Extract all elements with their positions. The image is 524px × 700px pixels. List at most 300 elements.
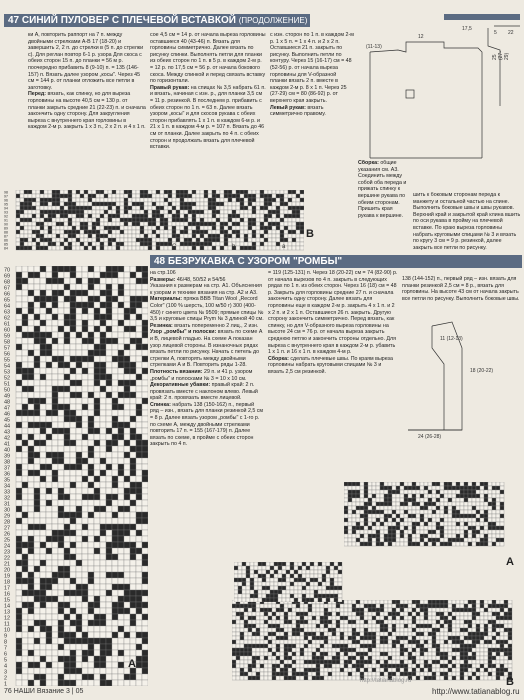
grid-cell bbox=[452, 534, 456, 538]
grid-cell bbox=[34, 410, 40, 416]
row-number-label: 8 bbox=[4, 639, 8, 646]
grid-cell bbox=[16, 584, 22, 590]
grid-cell bbox=[282, 566, 286, 570]
grid-cell bbox=[436, 526, 440, 530]
grid-cell bbox=[88, 404, 94, 410]
grid-cell bbox=[416, 616, 420, 620]
grid-cell bbox=[264, 640, 268, 644]
grid-cell bbox=[452, 672, 456, 676]
grid-cell bbox=[464, 652, 468, 656]
grid-cell bbox=[118, 524, 124, 530]
grid-cell bbox=[468, 636, 472, 640]
grid-cell bbox=[130, 536, 136, 542]
grid-cell bbox=[322, 574, 326, 578]
grid-cell bbox=[288, 190, 292, 194]
grid-cell bbox=[256, 616, 260, 620]
grid-cell bbox=[112, 482, 118, 488]
grid-cell bbox=[392, 534, 396, 538]
grid-cell bbox=[368, 502, 372, 506]
grid-cell bbox=[118, 572, 124, 578]
grid-cell bbox=[240, 616, 244, 620]
grid-cell bbox=[112, 428, 118, 434]
grid-cell bbox=[40, 230, 44, 234]
grid-cell bbox=[76, 246, 80, 250]
dim-label: 12 bbox=[418, 34, 424, 40]
row-number-label: 43 bbox=[4, 429, 11, 436]
grid-cell bbox=[272, 222, 276, 226]
grid-cell bbox=[272, 640, 276, 644]
grid-cell bbox=[28, 344, 34, 350]
grid-cell bbox=[306, 578, 310, 582]
grid-cell bbox=[52, 338, 58, 344]
grid-cell bbox=[476, 530, 480, 534]
grid-cell bbox=[108, 214, 112, 218]
grid-cell bbox=[64, 632, 70, 638]
grid-cell bbox=[152, 194, 156, 198]
grid-cell bbox=[148, 238, 152, 242]
grid-cell bbox=[82, 296, 88, 302]
grid-cell bbox=[440, 612, 444, 616]
grid-cell bbox=[488, 494, 492, 498]
grid-cell bbox=[92, 218, 96, 222]
grid-cell bbox=[70, 440, 76, 446]
grid-cell bbox=[136, 410, 142, 416]
grid-cell bbox=[348, 652, 352, 656]
grid-cell bbox=[292, 214, 296, 218]
grid-cell bbox=[58, 266, 64, 272]
grid-cell bbox=[308, 604, 312, 608]
grid-cell bbox=[268, 238, 272, 242]
grid-cell bbox=[500, 526, 504, 530]
grid-cell bbox=[22, 608, 28, 614]
grid-cell bbox=[508, 600, 512, 604]
grid-cell bbox=[444, 668, 448, 672]
grid-cell bbox=[46, 626, 52, 632]
grid-cell bbox=[252, 234, 256, 238]
grid-cell bbox=[456, 624, 460, 628]
grid-cell bbox=[88, 452, 94, 458]
grid-cell bbox=[460, 538, 464, 542]
grid-cell bbox=[448, 510, 452, 514]
grid-cell bbox=[64, 392, 70, 398]
grid-cell bbox=[468, 486, 472, 490]
dim-label: 5 bbox=[494, 30, 497, 36]
grid-cell bbox=[400, 506, 404, 510]
grid-cell bbox=[316, 660, 320, 664]
grid-cell bbox=[88, 194, 92, 198]
grid-cell bbox=[260, 624, 264, 628]
grid-cell bbox=[312, 632, 316, 636]
grid-cell bbox=[88, 638, 94, 644]
grid-cell bbox=[368, 494, 372, 498]
grid-cell bbox=[452, 530, 456, 534]
grid-cell bbox=[40, 602, 46, 608]
grid-cell bbox=[368, 530, 372, 534]
grid-cell bbox=[408, 620, 412, 624]
grid-cell bbox=[96, 198, 100, 202]
grid-cell bbox=[92, 222, 96, 226]
grid-cell bbox=[112, 626, 118, 632]
grid-cell bbox=[58, 500, 64, 506]
grid-cell bbox=[380, 644, 384, 648]
grid-cell bbox=[314, 562, 318, 566]
grid-cell bbox=[356, 514, 360, 518]
grid-cell bbox=[428, 498, 432, 502]
grid-cell bbox=[248, 660, 252, 664]
grid-cell bbox=[428, 624, 432, 628]
grid-cell bbox=[142, 410, 148, 416]
grid-cell bbox=[344, 498, 348, 502]
grid-cell bbox=[372, 498, 376, 502]
grid-cell bbox=[70, 548, 76, 554]
grid-cell bbox=[70, 644, 76, 650]
grid-cell bbox=[472, 648, 476, 652]
grid-cell bbox=[288, 202, 292, 206]
row-number-label: 63 bbox=[4, 309, 11, 316]
grid-cell bbox=[142, 320, 148, 326]
grid-cell bbox=[432, 506, 436, 510]
grid-cell bbox=[36, 214, 40, 218]
grid-cell bbox=[504, 616, 508, 620]
grid-cell bbox=[290, 582, 294, 586]
grid-cell bbox=[336, 616, 340, 620]
grid-cell bbox=[468, 530, 472, 534]
grid-cell bbox=[300, 202, 304, 206]
grid-cell bbox=[82, 644, 88, 650]
grid-cell bbox=[96, 246, 100, 250]
grid-cell bbox=[60, 222, 64, 226]
grid-cell bbox=[432, 538, 436, 542]
grid-cell bbox=[72, 226, 76, 230]
grid-cell bbox=[180, 218, 184, 222]
grid-cell bbox=[46, 662, 52, 668]
grid-cell bbox=[228, 198, 232, 202]
grid-cell bbox=[278, 586, 282, 590]
grid-cell bbox=[100, 230, 104, 234]
grid-cell bbox=[480, 636, 484, 640]
grid-cell bbox=[68, 190, 72, 194]
grid-cell bbox=[46, 566, 52, 572]
grid-cell bbox=[322, 578, 326, 582]
grid-cell bbox=[488, 664, 492, 668]
grid-cell bbox=[236, 644, 240, 648]
grid-cell bbox=[136, 650, 142, 656]
grid-cell bbox=[58, 296, 64, 302]
grid-cell bbox=[108, 218, 112, 222]
grid-cell bbox=[46, 638, 52, 644]
rhombus-label: Узор „ромбы" и полоски: bbox=[150, 329, 217, 336]
grid-cell bbox=[106, 362, 112, 368]
grid-cell bbox=[360, 542, 364, 546]
grid-cell bbox=[16, 278, 22, 284]
grid-cell bbox=[504, 648, 508, 652]
grid-cell bbox=[472, 530, 476, 534]
grid-cell bbox=[70, 392, 76, 398]
grid-cell bbox=[280, 668, 284, 672]
grid-cell bbox=[142, 302, 148, 308]
grid-cell bbox=[400, 668, 404, 672]
grid-cell bbox=[52, 410, 58, 416]
grid-cell bbox=[302, 566, 306, 570]
grid-cell bbox=[452, 498, 456, 502]
grid-cell bbox=[456, 542, 460, 546]
grid-cell bbox=[212, 238, 216, 242]
grid-cell bbox=[248, 206, 252, 210]
grid-cell bbox=[240, 640, 244, 644]
grid-cell bbox=[208, 246, 212, 250]
grid-cell bbox=[468, 632, 472, 636]
grid-cell bbox=[34, 380, 40, 386]
grid-cell bbox=[244, 226, 248, 230]
grid-cell bbox=[40, 560, 46, 566]
grid-cell bbox=[392, 656, 396, 660]
grid-cell bbox=[274, 562, 278, 566]
grid-cell bbox=[180, 238, 184, 242]
grid-cell bbox=[40, 210, 44, 214]
grid-cell bbox=[82, 326, 88, 332]
grid-cell bbox=[432, 616, 436, 620]
grid-cell bbox=[108, 238, 112, 242]
grid-cell bbox=[224, 210, 228, 214]
grid-cell bbox=[396, 538, 400, 542]
grid-cell bbox=[500, 514, 504, 518]
grid-cell bbox=[152, 222, 156, 226]
grid-cell bbox=[60, 242, 64, 246]
grid-cell bbox=[58, 392, 64, 398]
grid-cell bbox=[292, 656, 296, 660]
grid-cell bbox=[40, 198, 44, 202]
grid-cell bbox=[384, 530, 388, 534]
grid-cell bbox=[52, 374, 58, 380]
grid-cell bbox=[388, 652, 392, 656]
grid-cell bbox=[344, 624, 348, 628]
grid-cell bbox=[46, 356, 52, 362]
grid-cell bbox=[58, 632, 64, 638]
grid-cell bbox=[52, 650, 58, 656]
grid-cell bbox=[492, 664, 496, 668]
grid-cell bbox=[100, 222, 104, 226]
grid-cell bbox=[136, 386, 142, 392]
grid-cell bbox=[152, 218, 156, 222]
grid-cell bbox=[440, 530, 444, 534]
grid-cell bbox=[476, 522, 480, 526]
grid-cell bbox=[130, 362, 136, 368]
grid-cell bbox=[172, 218, 176, 222]
grid-cell bbox=[480, 522, 484, 526]
grid-cell bbox=[436, 542, 440, 546]
grid-cell bbox=[40, 554, 46, 560]
grid-cell bbox=[416, 486, 420, 490]
grid-cell bbox=[296, 194, 300, 198]
grid-cell bbox=[384, 514, 388, 518]
grid-cell bbox=[130, 344, 136, 350]
grid-cell bbox=[252, 226, 256, 230]
grid-cell bbox=[428, 628, 432, 632]
grid-cell bbox=[288, 226, 292, 230]
grid-cell bbox=[304, 660, 308, 664]
grid-cell bbox=[130, 458, 136, 464]
grid-cell bbox=[40, 656, 46, 662]
grid-cell bbox=[432, 624, 436, 628]
grid-cell bbox=[484, 514, 488, 518]
grid-cell bbox=[142, 632, 148, 638]
grid-cell bbox=[380, 608, 384, 612]
grid-cell bbox=[388, 660, 392, 664]
grid-cell bbox=[456, 506, 460, 510]
grid-cell bbox=[64, 218, 68, 222]
grid-cell bbox=[46, 380, 52, 386]
grid-cell bbox=[480, 616, 484, 620]
grid-cell bbox=[100, 566, 106, 572]
grid-cell bbox=[456, 672, 460, 676]
grid-cell bbox=[376, 498, 380, 502]
grid-cell bbox=[24, 210, 28, 214]
grid-cell bbox=[484, 656, 488, 660]
grid-cell bbox=[376, 640, 380, 644]
grid-cell bbox=[464, 534, 468, 538]
grid-cell bbox=[372, 518, 376, 522]
grid-cell bbox=[94, 308, 100, 314]
grid-cell bbox=[340, 628, 344, 632]
grid-cell bbox=[124, 560, 130, 566]
grid-cell bbox=[40, 674, 46, 680]
grid-cell bbox=[228, 194, 232, 198]
grid-cell bbox=[88, 190, 92, 194]
grid-cell bbox=[52, 314, 58, 320]
grid-cell bbox=[352, 514, 356, 518]
grid-cell bbox=[152, 202, 156, 206]
grid-cell bbox=[280, 636, 284, 640]
grid-cell bbox=[48, 198, 52, 202]
grid-cell bbox=[82, 368, 88, 374]
grid-cell bbox=[112, 214, 116, 218]
grid-cell bbox=[364, 656, 368, 660]
grid-cell bbox=[424, 668, 428, 672]
grid-cell bbox=[488, 538, 492, 542]
grid-cell bbox=[160, 226, 164, 230]
grid-cell bbox=[348, 526, 352, 530]
grid-cell bbox=[432, 502, 436, 506]
grid-cell bbox=[234, 566, 238, 570]
grid-cell bbox=[22, 296, 28, 302]
grid-cell bbox=[56, 222, 60, 226]
grid-cell bbox=[52, 194, 56, 198]
grid-cell bbox=[142, 506, 148, 512]
grid-cell bbox=[284, 628, 288, 632]
grid-cell bbox=[22, 650, 28, 656]
grid-cell bbox=[280, 226, 284, 230]
grid-cell bbox=[106, 644, 112, 650]
grid-cell bbox=[36, 206, 40, 210]
grid-cell bbox=[468, 514, 472, 518]
grid-cell bbox=[356, 526, 360, 530]
grid-cell bbox=[248, 616, 252, 620]
grid-cell bbox=[360, 644, 364, 648]
grid-cell bbox=[376, 526, 380, 530]
grid-cell bbox=[448, 538, 452, 542]
grid-cell bbox=[36, 218, 40, 222]
grid-cell bbox=[232, 620, 236, 624]
grid-cell bbox=[176, 242, 180, 246]
grid-cell bbox=[296, 676, 300, 680]
grid-cell bbox=[224, 202, 228, 206]
grid-cell bbox=[136, 214, 140, 218]
grid-cell bbox=[200, 190, 204, 194]
grid-cell bbox=[88, 202, 92, 206]
grid-cell bbox=[392, 608, 396, 612]
grid-cell bbox=[124, 302, 130, 308]
grid-cell bbox=[280, 234, 284, 238]
grid-cell bbox=[168, 194, 172, 198]
grid-cell bbox=[22, 536, 28, 542]
grid-cell bbox=[52, 202, 56, 206]
grid-cell bbox=[412, 600, 416, 604]
grid-cell bbox=[276, 210, 280, 214]
grid-cell bbox=[428, 534, 432, 538]
grid-cell bbox=[100, 332, 106, 338]
grid-cell bbox=[300, 632, 304, 636]
grid-cell bbox=[94, 542, 100, 548]
grid-cell bbox=[46, 446, 52, 452]
grid-cell bbox=[112, 278, 118, 284]
grid-cell bbox=[278, 562, 282, 566]
grid-cell bbox=[436, 652, 440, 656]
grid-cell bbox=[334, 582, 338, 586]
grid-cell bbox=[28, 272, 34, 278]
grid-cell bbox=[76, 374, 82, 380]
grid-cell bbox=[100, 602, 106, 608]
grid-cell bbox=[204, 214, 208, 218]
grid-cell bbox=[22, 560, 28, 566]
grid-cell bbox=[376, 620, 380, 624]
grid-cell bbox=[432, 542, 436, 546]
grid-cell bbox=[456, 538, 460, 542]
grid-cell bbox=[124, 226, 128, 230]
grid-cell bbox=[356, 534, 360, 538]
grid-cell bbox=[130, 422, 136, 428]
grid-cell bbox=[16, 194, 20, 198]
grid-cell bbox=[364, 640, 368, 644]
grid-cell bbox=[232, 238, 236, 242]
grid-cell bbox=[124, 566, 130, 572]
row-number-label: 47 bbox=[4, 405, 11, 412]
grid-cell bbox=[388, 514, 392, 518]
grid-cell bbox=[480, 660, 484, 664]
grid-cell bbox=[120, 230, 124, 234]
grid-cell bbox=[264, 628, 268, 632]
grid-cell bbox=[112, 218, 116, 222]
grid-cell bbox=[468, 526, 472, 530]
grid-cell bbox=[372, 482, 376, 486]
grid-cell bbox=[112, 668, 118, 674]
grid-cell bbox=[254, 582, 258, 586]
grid-cell bbox=[440, 498, 444, 502]
grid-cell bbox=[28, 560, 34, 566]
grid-cell bbox=[296, 656, 300, 660]
grid-cell bbox=[368, 668, 372, 672]
grid-cell bbox=[208, 230, 212, 234]
grid-cell bbox=[116, 190, 120, 194]
grid-cell bbox=[32, 238, 36, 242]
grid-cell bbox=[124, 278, 130, 284]
grid-cell bbox=[300, 210, 304, 214]
grid-cell bbox=[284, 234, 288, 238]
grid-cell bbox=[112, 500, 118, 506]
grid-cell bbox=[282, 586, 286, 590]
grid-cell bbox=[118, 452, 124, 458]
grid-cell bbox=[468, 612, 472, 616]
grid-cell bbox=[142, 314, 148, 320]
